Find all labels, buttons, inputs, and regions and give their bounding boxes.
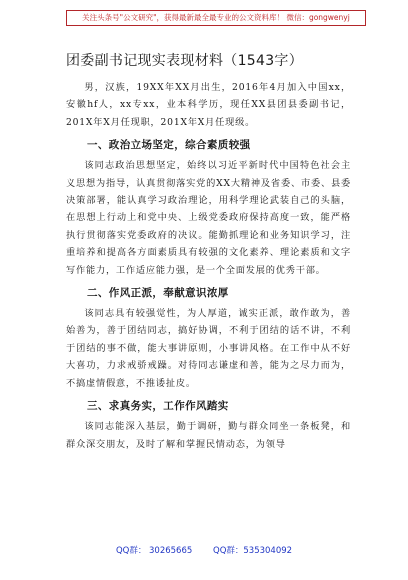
promo-banner: 关注头条号"公文研究"，获得最新最全最专业的公文资料库！ 微信：gongwenyj <box>66 10 366 26</box>
document-body <box>66 50 351 453</box>
qq-group-2: QQ群：535304092 <box>213 546 293 556</box>
section-heading-3: 三、求真务实，工作作风踏实 <box>87 400 229 413</box>
section-body-2: 该同志具有较强觉性，为人厚道，诚实正派，敢作敢为，善始善为，善于团结同志，搞好协调，不利于团结的话不讲，不利于团结的事不做，能大事讲原则，小事讲风格。在工作中从不好大喜功，力求戒骄戒躁。对待同志谦虚和善，能为之尽力而为，不搞虚情假意，不推诿扯皮。 <box>66 308 351 389</box>
footer-contacts <box>0 544 408 556</box>
section-heading-1: 一、政治立场坚定，综合素质较强 <box>87 139 251 152</box>
intro-paragraph: 男，汉族，19XX年XX月出生，2016年4月加入中国xx，安徽hf人，xx专xx，业本科学历，现任XX县团县委副书记，201X年X月任现职，201X年X月任现级。 <box>66 82 351 128</box>
section-body-1: 该同志政治思想坚定，始终以习近平新时代中国特色社会主义思想为指导，认真贯彻落实党的XX大精神及省委、市委、县委决策部署，能认真学习政治理论，用科学理论武装自己的头脑，在思想上行动上和党中央、上级党委政府保持高度一致，能严格执行贯彻落实党委政府的决议。能勤抓理论和业务知识学习，注重培养和提高各方面素质具有较强的文化素养、理论素质和文字写作能力，工作适应能力强，是一个全面发展的优秀干部。 <box>66 160 351 276</box>
document-title: 团委副书记现实表现材料（1543字） <box>66 53 304 69</box>
qq-group-1: QQ群： 30265665 <box>115 546 193 556</box>
section-body-3: 该同志能深入基层，勤于调研，勤与群众同坐一条板凳，和群众深交朋友，及时了解和掌握民情动态，为领导 <box>66 421 351 450</box>
section-heading-2: 二、作风正派，奉献意识浓厚 <box>87 287 229 300</box>
